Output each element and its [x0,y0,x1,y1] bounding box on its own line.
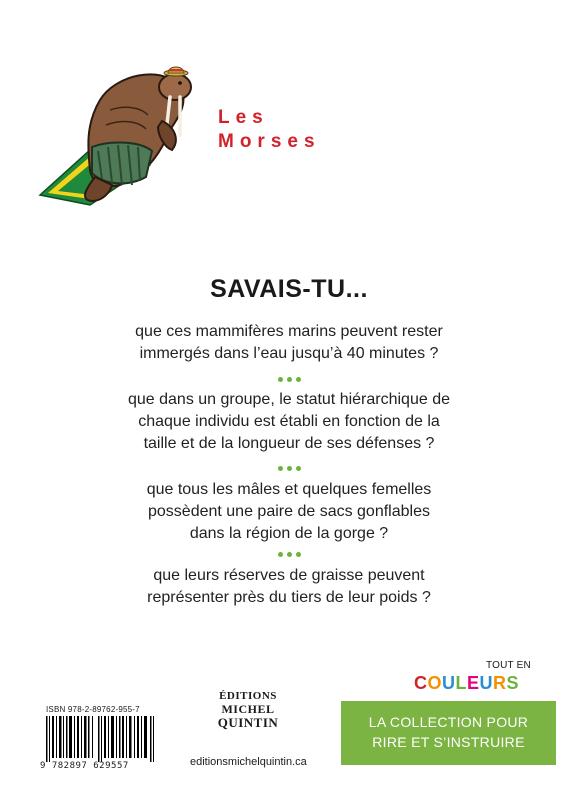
couleurs-letter: E [467,673,480,693]
fact-line: dans la région de la gorge ? [189,525,389,542]
heading: SAVAIS-TU... [210,275,368,303]
dot-icon [296,466,301,471]
couleurs-letter: U [442,673,456,693]
isbn: ISBN 978-2-89762-955-7 [46,705,140,714]
couleurs-letter: S [506,673,520,693]
couleurs-letter: R [493,673,507,693]
series-title-line1: Les [218,107,269,128]
couleurs-label [414,673,519,694]
publisher-line2: MICHEL [221,702,275,716]
walrus-illustration [30,55,210,215]
dot-icon [278,466,283,471]
fact-line: que leurs réserves de graisse peuvent [153,567,425,584]
barcode-digits: 9 782897 629557 [40,761,129,771]
couleurs-letter: L [455,673,468,693]
series-title [218,106,321,154]
collection-line1: LA COLLECTION POUR [368,714,529,730]
couleurs-letter: C [414,673,428,693]
publisher-line3: QUINTIN [217,715,279,730]
fact-1 [0,321,578,365]
fact-line: que tous les mâles et quelques femelles [146,481,432,498]
series-title-line2: Morses [218,131,321,152]
fact-line: possèdent une paire de sacs gonflables [148,503,430,520]
separator-dots [0,370,578,384]
couleurs-letter: U [479,673,494,693]
fact-line: que dans un groupe, le statut hiérarchique de [127,391,450,408]
dot-icon [287,377,292,382]
fact-2 [0,389,578,455]
dot-icon [296,377,301,382]
fact-line: représenter près du tiers de leur poids ? [147,589,431,606]
dot-icon [287,552,292,557]
couleurs-letter: O [427,673,443,693]
fact-4 [0,565,578,609]
dot-icon [296,552,301,557]
website: editionsmichelquintin.ca [190,756,307,768]
fact-line: immergés dans l’eau jusqu’à 40 minutes ? [139,345,439,362]
dot-icon [278,552,283,557]
separator-dots [0,545,578,559]
separator-dots [0,459,578,473]
publisher-line1: ÉDITIONS [219,690,277,702]
dot-icon [287,466,292,471]
fact-3 [0,479,578,545]
publisher-logo [200,690,296,729]
fact-line: taille et de la longueur de ses défenses ? [143,435,435,452]
dot-icon [278,377,283,382]
barcode [46,716,156,762]
collection-line2: RIRE ET S’INSTRUIRE [372,734,525,750]
collection-banner [341,701,556,765]
fact-line: chaque individu est établi en fonction de la [138,413,440,430]
fact-line: que ces mammifères marins peuvent rester [135,323,443,340]
tout-en-label: TOUT EN [486,660,531,671]
